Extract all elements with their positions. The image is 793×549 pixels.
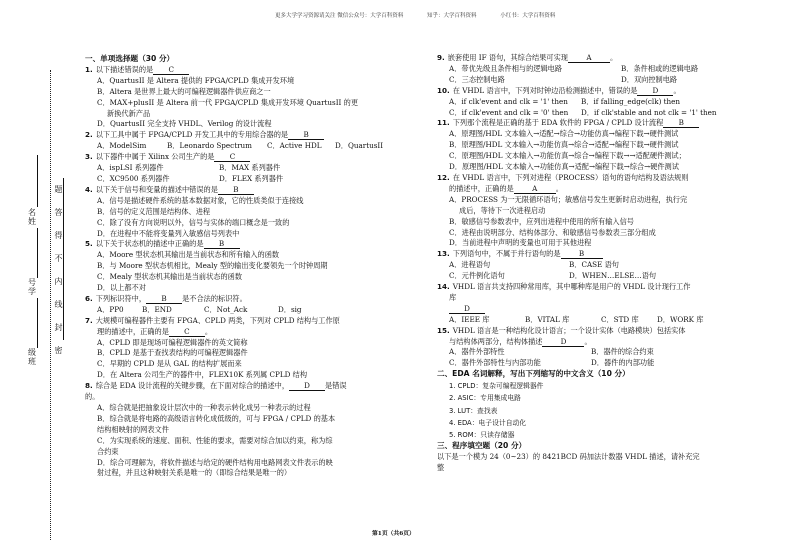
section3-title: 三、程序填空题（20 分） — [437, 441, 527, 451]
question-number: 4. — [85, 184, 93, 194]
options-row — [437, 108, 777, 119]
definition-item: 1. CPLD：复杂可编程逻辑器件 — [449, 382, 544, 391]
answer-blank[interactable]: A — [568, 53, 610, 63]
option-a: A．IEEE 库 — [449, 314, 490, 324]
option-d: D．WORK 库 — [657, 314, 704, 324]
answer-blank[interactable]: C — [153, 65, 189, 75]
question-number: 15. — [437, 325, 450, 335]
option-b: B．条件相或的逻辑电路 — [621, 63, 699, 73]
option-c: C．三态控制电路 — [449, 74, 505, 84]
answer-blank[interactable]: B — [663, 118, 699, 128]
question-6 — [85, 294, 420, 305]
question-suffix: 。 — [609, 53, 618, 62]
answer-blank[interactable]: D — [542, 337, 584, 347]
options-row — [437, 358, 777, 369]
option-a-cont: 成后，等待下一次进程启动 — [459, 205, 546, 215]
question-text: 综合是 EDA 设计流程的关键步骤，在下面对综合的描述中， — [95, 381, 290, 391]
seal-line — [63, 178, 64, 340]
option-a: A．QuartusII 是 Altera 提供的 FPGA/CPLD 集成开发环境 — [97, 75, 295, 85]
question-text: VHDL 语言共支持四种常用库，其中哪种库是用户的 VHDL 设计现行工作 — [452, 282, 691, 292]
answer-blank[interactable]: B — [204, 239, 240, 249]
question-suffix: 。 — [555, 183, 563, 193]
question-14-answer-line — [437, 304, 777, 315]
question-2 — [85, 130, 420, 141]
seal-char: 封 — [54, 323, 63, 332]
question-text: 在 VHDL 语言中，下列对进程（PROCESS）语句的语句结构及语法规则 — [452, 172, 689, 182]
option-d: D．if clk'stable and not clk = '1' then — [581, 107, 717, 117]
question-12 — [437, 173, 777, 184]
question-13 — [437, 249, 777, 260]
question-15 — [437, 326, 777, 337]
seal-char: 线 — [54, 300, 63, 309]
header-zhihu: 知乎：大学百科资料 — [427, 13, 477, 19]
option-a: A．CPLD 即是现场可编程逻辑器件的英文简称 — [97, 337, 248, 347]
option-b: B．CASE 语句 — [569, 260, 619, 270]
question-text: 以下器件中属于 Xilinx 公司生产的是 — [95, 152, 215, 162]
options-row — [85, 174, 420, 185]
option-a: A．综合就是把抽象设计层次中的一种表示转化成另一种表示的过程 — [97, 403, 311, 412]
question-number: 3. — [85, 152, 93, 162]
question-text: 嵌套使用 IF 语句，其综合结果可实现 — [447, 53, 568, 62]
option-c-cont: 合约束 — [97, 446, 119, 456]
definition-item: 2. ASIC：专用集成电路 — [449, 394, 521, 403]
options-row — [437, 64, 777, 75]
options-row — [85, 305, 420, 316]
options-row — [85, 141, 420, 152]
question-text: 下列语句中，不属于并行语句的是 — [452, 249, 561, 259]
seal-char: 题 — [54, 185, 63, 194]
options-row — [437, 260, 777, 271]
question-9 — [437, 53, 777, 64]
option-b: B．MAX 系列器件 — [219, 163, 281, 173]
options-row — [437, 315, 777, 326]
question-number: 11. — [437, 118, 450, 128]
question-number: 12. — [437, 172, 450, 182]
question-number: 9. — [437, 53, 445, 62]
question-text: 与结构体两部分，结构体描述 — [449, 336, 543, 346]
question-text: 以下描述错误的是 — [95, 64, 154, 74]
option-d: D．综合可理解为，将软件描述与给定的硬件结构用电路网表文件表示的映 — [97, 457, 333, 467]
option-c: C．元件例化语句 — [449, 271, 505, 281]
question-number: 7. — [85, 315, 93, 325]
question-11 — [437, 118, 777, 129]
option-c: C．MAX+plusII 是 Altera 前一代 FPGA/CPLD 集成开发环境 QuartusII 的更 — [97, 97, 359, 107]
question-text: 在 VHDL 语言中，下列对时钟边沿检测描述中，错误的是 — [452, 85, 638, 95]
option-c: C．Active HDL — [267, 141, 322, 151]
answer-blank[interactable]: B — [218, 185, 254, 195]
option-c: C．Mealy 型状态机其输出是当前状态的函数 — [97, 272, 243, 282]
question-text: 下列标识符中， — [95, 293, 147, 303]
option-b: B．信号的定义范围是结构体、进程 — [97, 206, 211, 216]
options-row — [437, 271, 777, 282]
option-d: D．器件的内部功能 — [591, 358, 655, 368]
question-15-cont — [437, 337, 777, 348]
option-a: A．进程语句 — [449, 260, 491, 270]
student-id-label: 号学 — [28, 278, 36, 296]
seal-char: 答 — [54, 208, 63, 217]
answer-blank[interactable]: D — [637, 86, 673, 96]
option-c: C．除了没有方向说明以外，信号与实体的端口概念是一致的 — [97, 217, 290, 227]
seal-char: 得 — [54, 231, 63, 240]
option-a: A．ispLSI 系列器件 — [97, 163, 164, 173]
option-d: D．WHEN…ELSE…语句 — [569, 271, 657, 281]
option-d: D．在进程中不能将变量列入敏感信号列表中 — [97, 228, 240, 238]
left-column — [85, 54, 420, 479]
seal-char: 内 — [54, 277, 63, 286]
option-c: C．早期的 CPLD 是从 GAL 的结构扩展而来 — [97, 359, 242, 369]
header-xiaohongshu: 小红书：大学百科资料 — [500, 13, 556, 19]
question-number: 10. — [437, 85, 450, 95]
option-a: A．带优先级且条件相与的逻辑电路 — [449, 63, 563, 73]
question-8 — [85, 381, 420, 392]
seal-text — [54, 178, 63, 362]
name-label: 名姓 — [28, 208, 36, 226]
question-text: 大规模可编程器件主要有 FPGA、CPLD 两类，下列对 CPLD 结构与工作原 — [95, 315, 340, 325]
question-number: 5. — [85, 239, 93, 249]
question-7-cont — [85, 327, 420, 338]
option-b: B．综合就是将电路的高级语言转化成低级的，可与 FPGA / CPLD 的基本 — [97, 413, 336, 423]
question-12-cont — [437, 184, 777, 195]
answer-blank[interactable]: D — [289, 381, 325, 391]
option-d: D．以上都不对 — [97, 283, 146, 293]
option-c: C．器件外部特性与内部功能 — [449, 358, 541, 368]
definition-item: 3. LUT：查找表 — [449, 406, 498, 415]
answer-blank[interactable]: D — [449, 304, 485, 314]
option-b: B．敏感信号参数表中，应列出进程中使用的所有输入信号 — [449, 216, 634, 226]
option-b: B．与 Moore 型状态机相比，Mealy 型的输出变化要领先一个时钟周期 — [97, 261, 328, 271]
seal-char: 不 — [54, 254, 63, 263]
option-b: B．VITAL 库 — [525, 314, 570, 324]
page-number: 第1页（共6页） — [372, 531, 415, 537]
option-b: B．器件的综合约束 — [591, 347, 654, 357]
options-row — [85, 163, 420, 174]
option-a: A．器件外部特性 — [449, 347, 505, 357]
option-c: C．XC9500 系列器件 — [97, 173, 170, 183]
option-d: D．原理图/HDL 文本输入→功能仿真→适配→编程下载→综合→硬件测试 — [449, 162, 679, 172]
question-4 — [85, 185, 420, 196]
option-a: A．PROCESS 为一无限循环语句；敏感信号发生更新时启动进程，执行完 — [449, 194, 688, 204]
answer-blank[interactable]: B — [288, 130, 324, 140]
section3-instructions-cont: 整 — [437, 463, 445, 473]
options-row — [437, 97, 777, 108]
question-number: 8. — [85, 381, 93, 391]
question-number: 6. — [85, 293, 93, 303]
option-b: B．END — [142, 304, 172, 314]
option-a: A．if clk'event and clk = '1' then — [449, 96, 568, 106]
answer-blank[interactable]: B — [146, 294, 182, 304]
section3-instructions: 以下是一个模为 24（0~23）的 8421BCD 码加法计数器 VHDL 描述，请补充完 — [437, 452, 700, 462]
option-b: B．原理图/HDL 文本输入→功能仿真→综合→适配→编程下载→硬件测试 — [449, 140, 679, 150]
question-number: 13. — [437, 249, 450, 259]
answer-blank[interactable]: C — [214, 152, 250, 162]
option-a: A．ModelSim — [97, 141, 147, 151]
question-14 — [437, 282, 777, 293]
option-b: B．if falling_edge(clk) then — [581, 96, 681, 106]
option-d: D．QuartusII — [335, 141, 384, 151]
option-b: B．Altera 是世界上最大的可编程逻辑器件供应商之一 — [97, 86, 271, 96]
question-text: 以下关于状态机的描述中正确的是 — [95, 239, 204, 249]
question-10 — [437, 86, 777, 97]
question-text: 理的描述中，正确的是 — [97, 326, 169, 336]
definition-item: 5. ROM：只读存储器 — [449, 431, 515, 439]
option-d: D．当前进程中声明的变量也可用于其他进程 — [449, 238, 592, 248]
option-b: B．Leonardo Spectrum — [167, 141, 252, 151]
option-d-cont: 射过程，并且这种映射关系是唯一的（即综合结果是唯一的） — [97, 468, 292, 478]
page-header — [275, 11, 577, 19]
question-text-cont: 的。 — [85, 392, 100, 402]
question-1 — [85, 65, 420, 76]
option-c: C．进程由说明部分、结构体部分、和敏感信号参数表三部分组成 — [449, 227, 656, 237]
option-d: D．双向控制电路 — [621, 74, 678, 84]
seal-char: 密 — [54, 346, 63, 355]
section2-title: 二、EDA 名词解释，写出下列缩写的中文含义（10 分） — [437, 369, 630, 379]
class-field-line[interactable] — [37, 298, 38, 348]
question-suffix: 。 — [584, 336, 592, 346]
question-text: 以下关于信号和变量的描述中错误的是 — [95, 184, 218, 194]
question-number: 14. — [437, 282, 450, 292]
question-number: 1. — [85, 64, 93, 74]
options-row — [437, 75, 777, 86]
option-c: C．为实现系统的速度、面积、性能的要求，需要对综合加以约束，称为综 — [97, 435, 333, 445]
name-field-line[interactable] — [37, 155, 38, 207]
option-c-cont: 新换代新产品 — [107, 108, 151, 118]
question-7 — [85, 316, 420, 327]
question-text: 下列那个流程是正确的基于 EDA 软件的 FPGA / CPLD 设计流程 — [452, 118, 664, 128]
question-text: 的描述中，正确的是 — [449, 183, 514, 193]
option-a: A．Moore 型状态机其输出是当前状态和所有输入的函数 — [97, 250, 280, 260]
definition-item: 4. EDA：电子设计自动化 — [449, 418, 527, 427]
header-wechat: 更多大学学习资源请关注 微信公众号：大学百科资料 — [275, 13, 404, 19]
option-b-cont: 结构相映射的网表文件 — [97, 424, 169, 434]
id-field-line[interactable] — [37, 228, 38, 278]
question-text: 以下工具中属于 FPGA/CPLD 开发工具中的专用综合器的是 — [95, 130, 289, 140]
option-c: C．STD 库 — [601, 314, 639, 324]
option-b: B．CPLD 是基于查找表结构的可编程逻辑器件 — [97, 348, 248, 358]
class-label: 级班 — [28, 348, 36, 366]
option-d: D．sig — [278, 304, 302, 314]
question-text-cont: 库 — [449, 292, 457, 302]
option-a: A．PP0 — [97, 304, 124, 314]
question-5 — [85, 239, 420, 250]
question-suffix: 是错误 — [325, 381, 347, 391]
question-suffix: 是不合法的标识符。 — [182, 293, 247, 303]
option-d: D．FLEX 系列器件 — [219, 173, 284, 183]
question-3 — [85, 152, 420, 163]
option-a: A．原理图/HDL 文本输入→适配→综合→功能仿真→编程下载→硬件测试 — [449, 129, 679, 139]
option-c: C．if clk'event and clk = '0' then — [449, 107, 569, 117]
option-c: C．Not_Ack — [204, 304, 248, 314]
question-suffix: 。 — [673, 85, 681, 95]
option-d: D．在 Altera 公司生产的器件中，FLEX10K 系列属 CPLD 结构 — [97, 370, 308, 380]
right-column — [437, 53, 777, 474]
answer-blank[interactable]: A — [514, 184, 556, 194]
answer-blank[interactable]: C — [169, 327, 205, 337]
options-row — [437, 347, 777, 358]
option-a: A．信号是描述硬件系统的基本数据对象，它的性质类似于连接线 — [97, 195, 304, 205]
binding-dotted-line — [50, 70, 51, 540]
question-number: 2. — [85, 130, 93, 140]
question-text: VHDL 语言是一种结构化设计语言；一个设计实体（电路模块）包括实体 — [452, 325, 686, 335]
section1-title: 一、单项选择题（30 分） — [85, 54, 175, 63]
option-c: C．原理图/HDL 文本输入→功能仿真→综合→编程下载→→适配硬件测试； — [449, 151, 686, 161]
answer-blank[interactable]: B — [561, 249, 603, 259]
question-suffix: 。 — [204, 326, 213, 336]
option-d: D．QuartusII 完全支持 VHDL、Verilog 的设计流程 — [97, 119, 272, 129]
